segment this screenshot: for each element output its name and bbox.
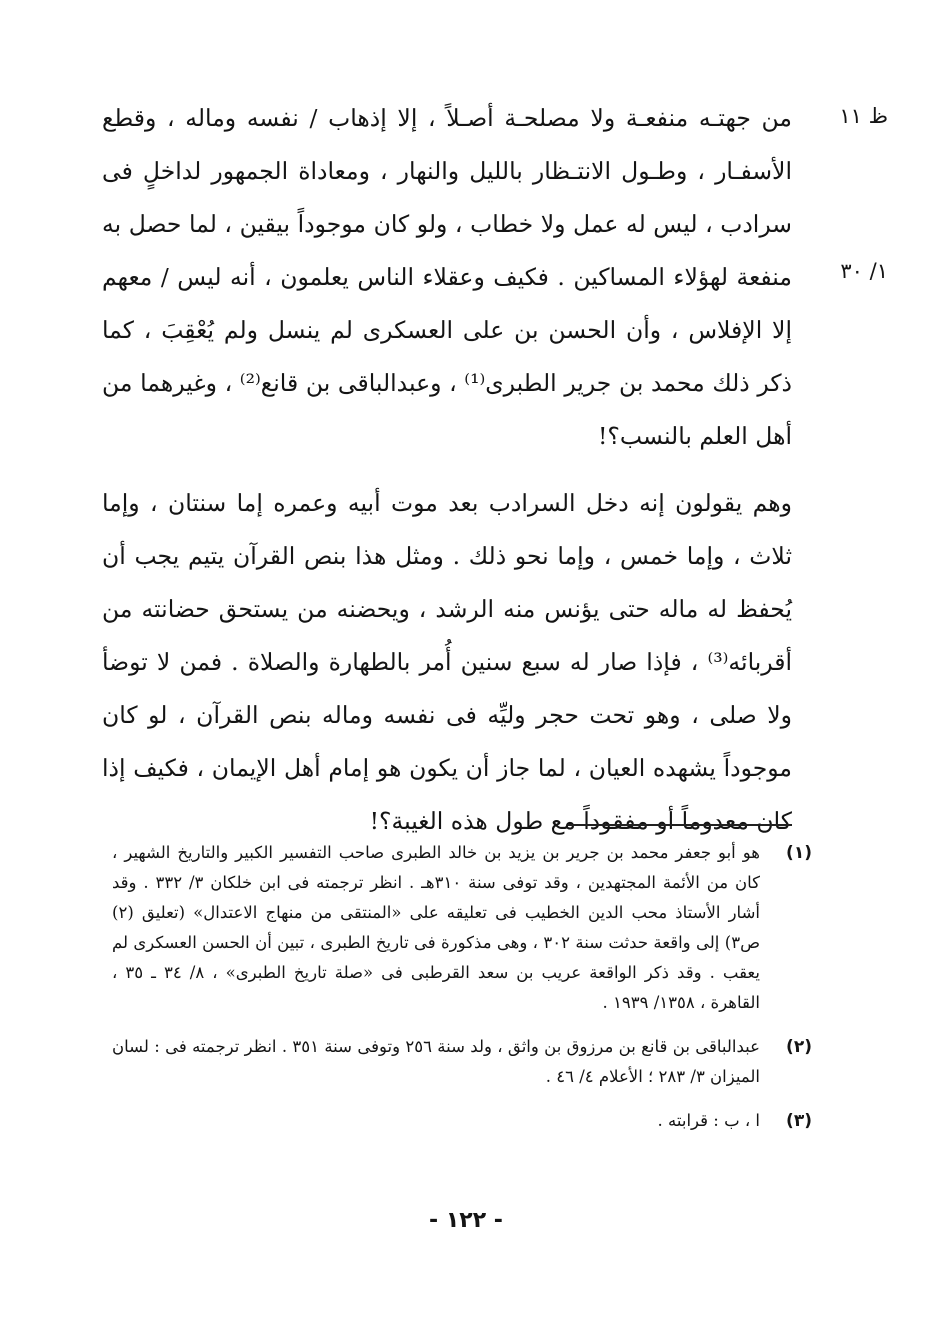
footnote-3 — [112, 1106, 812, 1136]
main-text — [102, 92, 792, 848]
footnote-2 — [112, 1032, 812, 1092]
footnote-text: ا ، ب : قرابته . — [657, 1111, 760, 1130]
footnote-separator — [568, 824, 792, 826]
footnotes — [112, 838, 812, 1150]
footnote-number: (٣) — [786, 1111, 812, 1131]
body-paragraph-2: وهم يقولون إنه دخل السرادب بعد موت أبيه وعمره إما سنتان ، وإما ثلاث ، وإما خمس ، وإما نحو ذلك . ومثل هذا بنص القرآن يتيم يجب أن يُحفظ له ماله حتى يؤنس منه الرشد ، ويحضنه من يستحق حضانته من أقربائه⁽³⁾ ، فإذا صار له سبع سنين أُمر بالطهارة والصلاة . فمن لا توضأ ولا صلى ، وهو تحت حجر وليِّه فى نفسه وماله بنص القرآن ، لو كان موجوداً يشهده العيان ، لما جاز أن يكون هو إمام أهل الإيمان ، فكيف إذا كان معدوماً أو مفقوداً مع طول هذه الغيبة؟! — [102, 489, 792, 835]
footnote-1 — [112, 838, 812, 1018]
footnote-text: عبدالباقى بن قانع بن مرزوق بن واثق ، ولد سنة ٢٥٦ وتوفى سنة ٣٥١ . انظر ترجمته فى : لسان الميزان ٣/ ٢٨٣ ؛ الأعلام ٤/ ٤٦ . — [112, 1037, 760, 1086]
margin-ref-manuscript-folio: ظ ١١ — [839, 104, 888, 128]
page-number: - ١٢٢ - — [429, 1208, 503, 1233]
body-paragraph-1: من جهتـه منفعـة ولا مصلحـة أصـلاً ، إلا إذهاب / نفسه وماله ، وقطع الأسفـار ، وطـول الانتـظار بالليل والنهار ، ومعاداة الجمهور لداخلٍ فى سرادب ، ليس له عمل ولا خطاب ، ولو كان موجوداً بيقين ، لما حصل به منفعة لهؤلاء المساكين . فكيف وعقلاء الناس يعلمون ، أنه ليس / معهم إلا الإفلاس ، وأن الحسن بن على العسكرى لم ينسل ولم يُعْقِبَ ، كما ذكر ذلك محمد بن جرير الطبرى⁽¹⁾ ، وعبدالباقى بن قانع⁽²⁾ ، وغيرهما من أهل العلم بالنسب؟! — [102, 104, 793, 450]
margin-ref-edition-page: ١/ ٣٠ — [840, 259, 888, 283]
footnote-number: (٢) — [786, 1037, 812, 1057]
footnote-text: هو أبو جعفر محمد بن جرير بن يزيد بن خالد الطبرى صاحب التفسير الكبير والتاريخ الشهير ، كان من الأئمة المجتهدين ، وقد توفى سنة ٣١٠هـ . انظر ترجمته فى ابن خلكان ٣/ ٣٣٢ . وقد أشار الأستاذ محب الدين الخطيب فى تعليقه على «المنتقى من منهاج الاعتدال» (تعليق (٢) ص٣) إلى واقعة حدثت سنة ٣٠٢ ، وهى مذكورة فى تاريخ الطبرى ، تبين أن الحسن العسكرى لم يعقب . وقد ذكر الواقعة عريب بن سعد القرطبى فى «صلة تاريخ الطبرى» ، ٨/ ٣٤ ـ ٣٥ ، القاهرة ، ١٣٥٨/ ١٩٣٩ . — [112, 843, 761, 1012]
footnote-number: (١) — [786, 843, 812, 863]
